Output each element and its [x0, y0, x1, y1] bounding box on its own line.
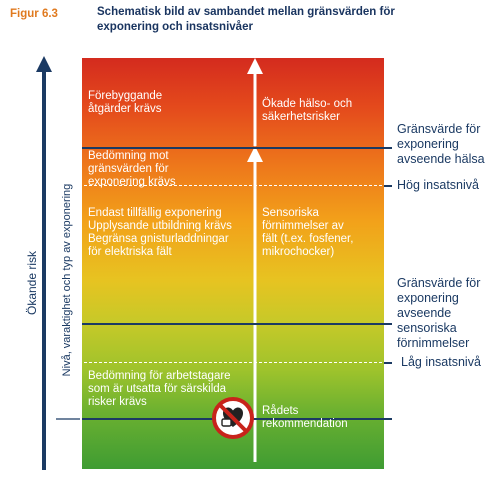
no-pacemaker-icon [212, 397, 254, 439]
high-action-connector [384, 185, 392, 187]
low-action-connector [384, 362, 392, 364]
increasing-risk-label: Ökande risk [25, 250, 39, 316]
special-risk-assessment-text: Bedömning för arbetstagare som är utsatta för särskilda risker krävs [88, 370, 231, 408]
preventive-measures-text: Förebyggande åtgärder krävs [88, 90, 163, 115]
low-action-level-line [84, 362, 382, 363]
high-action-level-label: Hög insatsnivå [397, 178, 479, 192]
figure-title: Schematisk bild av sambandet mellan gränsvärden för exponering och insatsnivåer [97, 6, 395, 33]
axis-tick-arrow [56, 414, 82, 424]
low-action-level-label: Låg insatsnivå [401, 355, 481, 369]
temporary-exposure-text: Endast tillfällig exponering Upplysande utbildning krävs Begränsa gnisturladdningar för elektriska fält [88, 207, 232, 258]
council-recommendation-text: Rådets rekommendation [262, 405, 348, 430]
sensory-effects-text: Sensoriska förnimmelser av fält (t.ex. fosfener, mikrochocker) [262, 207, 354, 258]
exposure-axis-label: Nivå, varaktighet och typ av exponering [61, 183, 73, 377]
assessment-required-text: Bedömning mot gränsvärden för exponering krävs [88, 150, 176, 188]
increased-risks-text: Ökade hälso- och säkerhetsrisker [262, 98, 353, 123]
health-limit-line [82, 147, 392, 149]
sensory-limit-label: Gränsvärde för exponering avseende sensoriska förnimmelser [397, 276, 481, 350]
figure-label: Figur 6.3 [10, 8, 58, 20]
sensory-limit-line [82, 323, 392, 325]
health-limit-label: Gränsvärde för exponering avseende hälsa [397, 122, 485, 166]
